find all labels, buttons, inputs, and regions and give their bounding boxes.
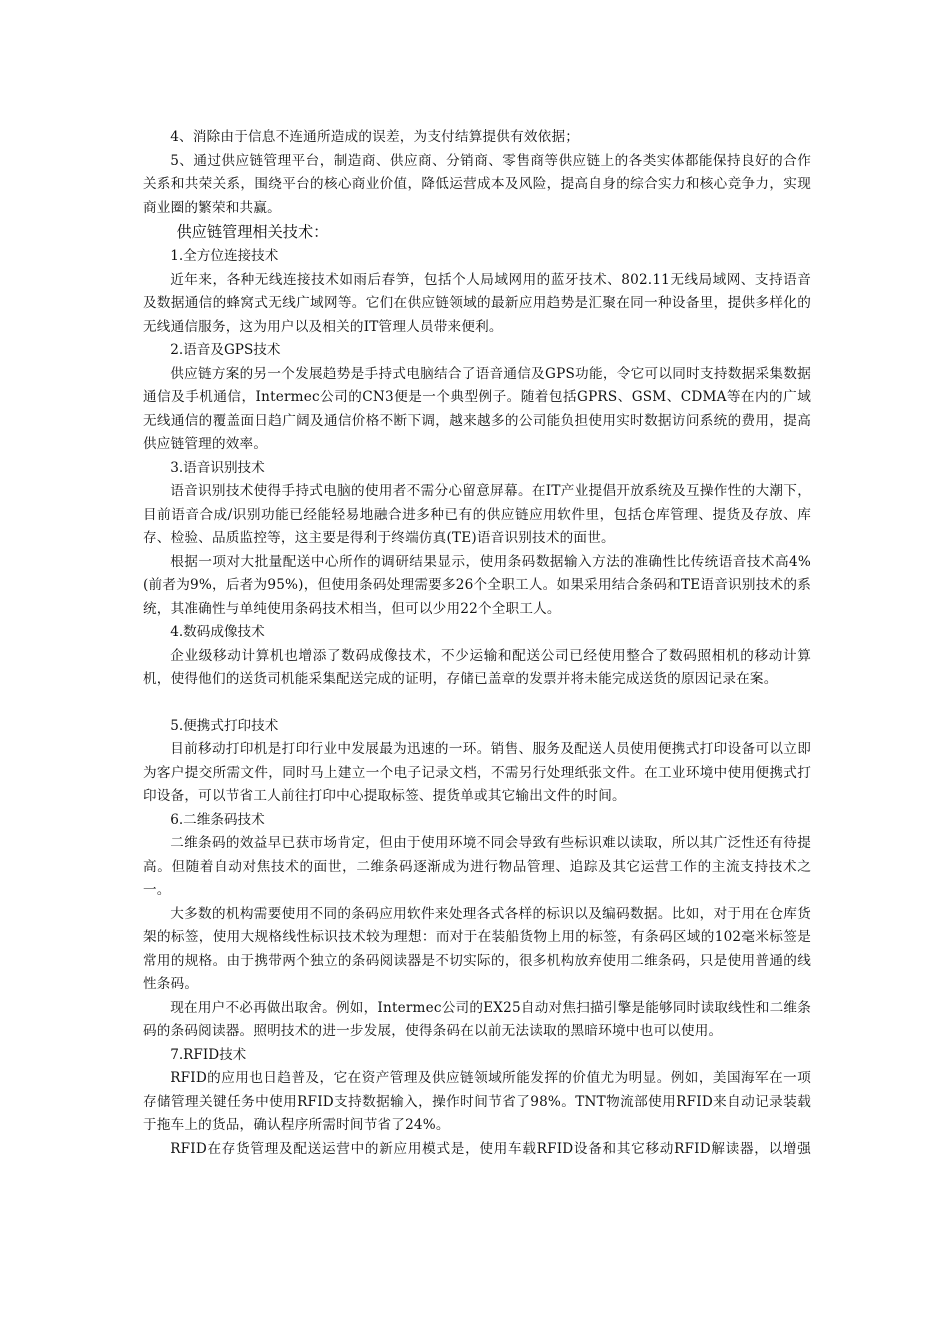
subsection-heading: 3.语音识别技术 <box>170 459 265 476</box>
subsection-heading: 5.便携式打印技术 <box>170 717 279 734</box>
subsection-heading: 1.全方位连接技术 <box>170 248 279 264</box>
paragraph: 供应链方案的另一个发展趋势是手持式电脑结合了语音通信及GPS功能，令它可以同时支持数据采集数据通信及手机通信，Intermec公司的CN3便是一个典型例子。随着包括GPRS、GSM、CDMA等在内的广域无线通信的覆盖面日趋广阔及通信价格不断下调，越来越多的公司能负担使用实时数据访问系统的费用，提高供应链管理的效率。 <box>143 365 811 452</box>
paragraph: 5、通过供应链管理平台，制造商、供应商、分销商、零售商等供应链上的各类实体都能保持良好的合作关系和共荣关系，围绕平台的核心商业价值，降低运营成本及风险，提高自身的综合实力和核心竞争力，实现商业圈的繁荣和共赢。 <box>143 152 811 216</box>
paragraph: 近年来，各种无线连接技术如雨后春笋，包括个人局域网用的蓝牙技术、802.11无线局域网、支持语音及数据通信的蜂窝式无线广域网等。它们在供应链领域的最新应用趋势是汇聚在同一种设备里，提供多样化的无线通信服务，这为用户以及相关的IT管理人员带来便利。 <box>143 271 811 335</box>
subsection-heading: 7.RFID技术 <box>170 1046 247 1063</box>
paragraph-continued: RFID在存货管理及配送运营中的新应用模式是，使用车载RFID设备和其它移动RFID解读器，以增强 <box>170 1140 811 1157</box>
paragraph: 语音识别技术使得手持式电脑的使用者不需分心留意屏幕。在IT产业提倡开放系统及互操作性的大潮下，目前语音合成/识别功能已经能轻易地融合进多种已有的供应链应用软件里，包括仓库管理、提货及存放、库存、检验、品质监控等，这主要是得利于终端仿真(TE)语音识别技术的面世。 <box>143 483 811 546</box>
section-title: 供应链管理相关技术： <box>176 223 329 241</box>
paragraph: 根据一项对大批量配送中心所作的调研结果显示，使用条码数据输入方法的准确性比传统语音技术高4%(前者为9%，后者为95%)，但使用条码处理需要多26个全职工人。如果采用结合条码和TE语音识别技术的系统，其准确性与单纯使用条码技术相当，但可以少用22个全职工人。 <box>143 553 811 617</box>
paragraph: 目前移动打印机是打印行业中发展最为迅速的一环。销售、服务及配送人员使用便携式打印设备可以立即为客户提交所需文件，同时马上建立一个电子记录文档，不需另行处理纸张文件。在工业环境中使用便携式打印设备，可以节省工人前往打印中心提取标签、提货单或其它输出文件的时间。 <box>143 741 811 804</box>
paragraph: 现在用户不必再做出取舍。例如，Intermec公司的EX25自动对焦扫描引擎是能够同时读取线性和二维条码的条码阅读器。照明技术的进一步发展，使得条码在以前无法读取的黑暗环境中也可以使用。 <box>143 999 811 1039</box>
subsection-heading: 6.二维条码技术 <box>170 811 265 828</box>
document-body <box>143 126 811 1161</box>
subsection-heading: 2.语音及GPS技术 <box>170 342 281 358</box>
paragraph: 4、消除由于信息不连通所造成的误差，为支付结算提供有效依据； <box>170 129 580 145</box>
paragraph: 企业级移动计算机也增添了数码成像技术，不少运输和配送公司已经使用整合了数码照相机的移动计算机，使得他们的送货司机能采集配送完成的证明，存储已盖章的发票并将未能完成送货的原因记录在案。 <box>143 647 811 687</box>
blank-line <box>143 692 811 715</box>
paragraph: RFID的应用也日趋普及，它在资产管理及供应链领域所能发挥的价值尤为明显。例如，美国海军在一项存储管理关键任务中使用RFID支持数据输入，操作时间节省了98%。TNT物流部使用RFID来自动记录装载于拖车上的货品，确认程序所需时间节省了24%。 <box>143 1070 811 1133</box>
paragraph: 大多数的机构需要使用不同的条码应用软件来处理各式各样的标识以及编码数据。比如，对于用在仓库货架的标签，使用大规格线性标识技术较为理想：而对于在装船货物上用的标签，有条码区域的102毫米标签是常用的规格。由于携带两个独立的条码阅读器是不切实际的，很多机构放弃使用二维条码，只是使用普通的线性条码。 <box>143 905 811 992</box>
paragraph: 二维条码的效益早已获市场肯定，但由于使用环境不同会导致有些标识难以读取，所以其广泛性还有待提高。但随着自动对焦技术的面世，二维条码逐渐成为进行物品管理、追踪及其它运营工作的主流支持技术之一。 <box>143 835 811 898</box>
subsection-heading: 4.数码成像技术 <box>170 624 265 640</box>
